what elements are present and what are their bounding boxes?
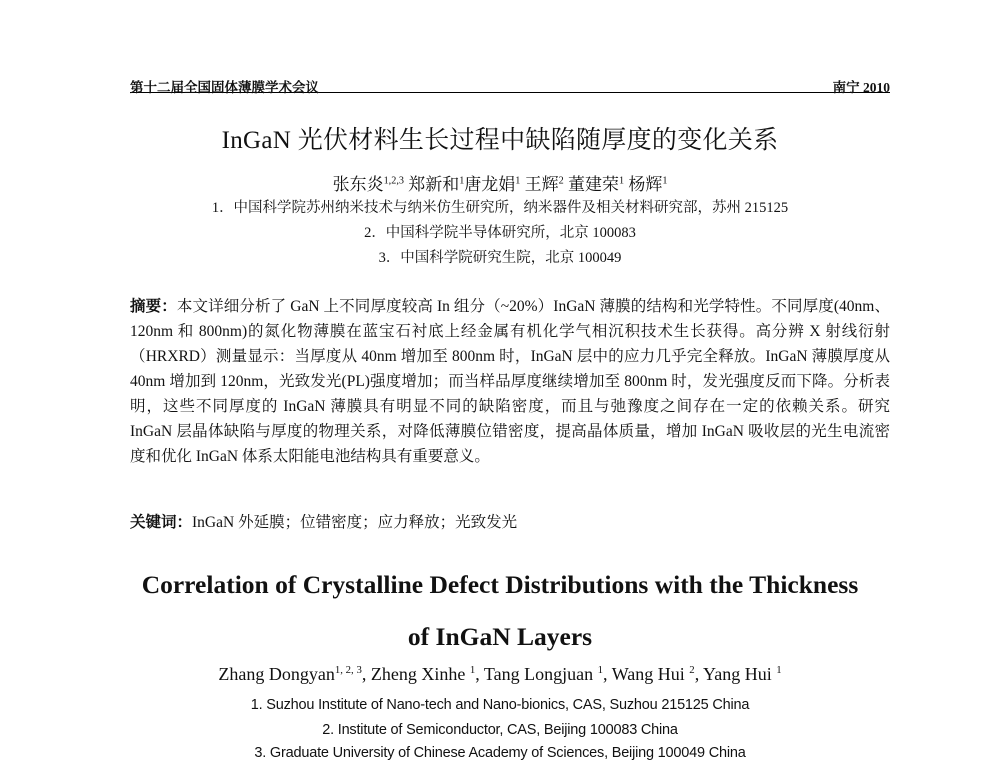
author-name: 郑新和 bbox=[408, 175, 460, 194]
author-affil-mark: 1 bbox=[469, 664, 476, 676]
author-affil-mark: 1 bbox=[515, 175, 521, 187]
author-name: Zhang Dongyan bbox=[218, 664, 335, 684]
chinese-keywords bbox=[130, 510, 890, 532]
english-title-line-2: of InGaN Layers bbox=[407, 622, 593, 651]
english-affiliation-1: 1. Suzhou Institute of Nano-tech and Nano-bionics, CAS, Suzhou 215125 China bbox=[250, 697, 750, 713]
english-title-line-1: Correlation of Crystalline Defect Distributions with the Thickness bbox=[141, 570, 859, 599]
chinese-abstract bbox=[130, 294, 890, 469]
author-affil-mark: 1 bbox=[459, 175, 465, 187]
abstract-text: 本文详细分析了 GaN 上不同厚度较高 In 组分（~20%）InGaN 薄膜的结构和光学特性。不同厚度(40nm、120nm 和 800nm)的氮化物薄膜在蓝宝石衬底上经金属有机化学气相沉积技术生长获得。高分辨 X 射线衍射（HRXRD）测量显示：当厚度从 40nm 增加至 800nm 时，InGaN 层中的应力几乎完全释放。InGaN 薄膜厚度从 40nm 增加到 120nm，光致发光(PL)强度增加；而当样品厚度继续增加至 800nm 时，发光强度反而下降。分析表明，这些不同厚度的 InGaN 薄膜具有明显不同的缺陷密度，而且与弛豫度之间存在一定的依赖关系。研究 InGaN 层晶体缺陷与厚度的物理关系，对降低薄膜位错密度，提高晶体质量，增加 InGaN 吸收层的光生电流密度和优化 InGaN 体系太阳能电池结构具有重要意义。 bbox=[130, 298, 890, 465]
chinese-affiliation-1: 1．中国科学院苏州纳米技术与纳米仿生研究所，纳米器件及相关材料研究部，苏州 215125 bbox=[211, 200, 789, 216]
author-separator: , bbox=[361, 664, 371, 684]
location-year: 南宁 2010 bbox=[832, 80, 890, 95]
english-affiliation-2: 2. Institute of Semiconductor, CAS, Beijing 100083 China bbox=[322, 722, 678, 738]
keywords-label: 关键词： bbox=[130, 514, 193, 531]
author-affil-mark: 1,2,3 bbox=[383, 175, 404, 187]
author-name: 杨辉 bbox=[628, 175, 663, 194]
author-separator: , bbox=[475, 664, 484, 684]
running-header bbox=[130, 68, 890, 93]
author-name: Yang Hui bbox=[703, 664, 777, 684]
author-affil-mark: 2 bbox=[689, 664, 695, 676]
chinese-affiliation-2: 2．中国科学院半导体研究所，北京 100083 bbox=[364, 225, 636, 241]
author-separator: , bbox=[694, 664, 704, 684]
author-affil-mark: 1 bbox=[597, 664, 604, 676]
author-name: 唐龙娟 bbox=[464, 175, 516, 194]
author-name: Wang Hui bbox=[611, 664, 690, 684]
conference-name: 第十二届全国固体薄膜学术会议 bbox=[130, 80, 319, 95]
chinese-authors bbox=[0, 170, 1000, 195]
keywords-text: InGaN 外延膜；位错密度；应力释放；光致发光 bbox=[192, 514, 518, 531]
author-affil-mark: 1 bbox=[618, 175, 625, 187]
author-affil-mark: 2 bbox=[558, 175, 564, 187]
abstract-label: 摘要： bbox=[130, 298, 177, 315]
author-name: Zheng Xinhe bbox=[370, 664, 470, 684]
author-affil-mark: 1 bbox=[776, 664, 782, 676]
author-separator: , bbox=[603, 664, 612, 684]
chinese-affiliation-3: 3．中国科学院研究生院，北京 100049 bbox=[378, 250, 622, 266]
author-name: 董建荣 bbox=[567, 175, 619, 194]
author-affil-mark: 1, 2, 3 bbox=[334, 664, 362, 676]
english-authors bbox=[0, 664, 1000, 685]
author-affil-mark: 1 bbox=[662, 175, 668, 187]
author-name: 王辉 bbox=[524, 175, 559, 194]
english-affiliation-3: 3. Graduate University of Chinese Academy of Sciences, Beijing 100049 China bbox=[254, 745, 746, 761]
author-name: Tang Longjuan bbox=[483, 664, 598, 684]
author-name: 张东炎 bbox=[332, 175, 384, 194]
chinese-title: InGaN 光伏材料生长过程中缺陷随厚度的变化关系 bbox=[221, 127, 779, 154]
